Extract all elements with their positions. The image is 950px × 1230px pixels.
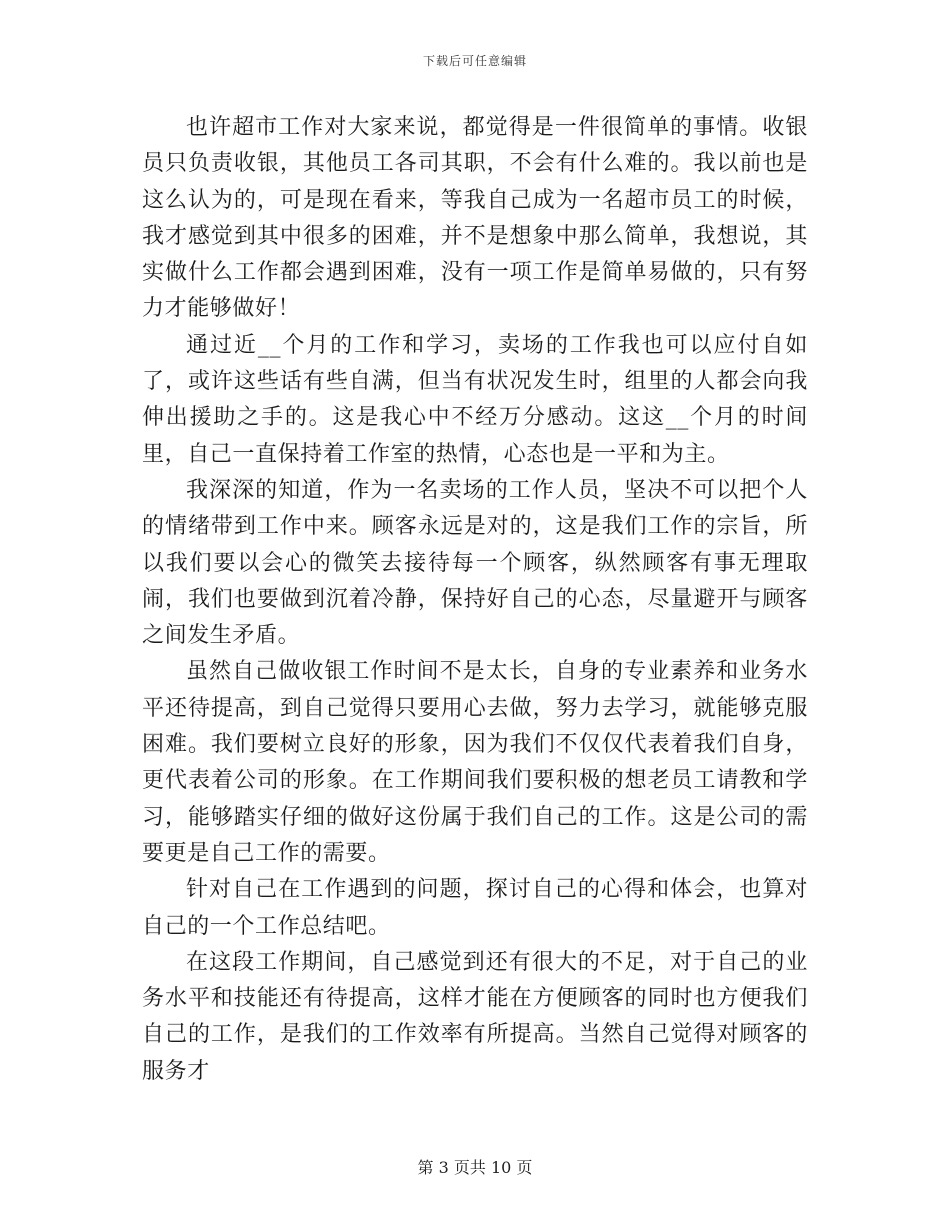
paragraph-6: 在这段工作期间，自己感觉到还有很大的不足，对于自己的业务水平和技能还有待提高，这样才能在方便顾客的同时也方便我们自己的工作，是我们的工作效率有所提高。当然自己觉得对顾客的服务才 xyxy=(142,949,808,1084)
paragraph-5: 针对自己在工作遇到的问题，探讨自己的心得和体会，也算对自己的一个工作总结吧。 xyxy=(142,877,808,939)
paragraph-3: 我深深的知道，作为一名卖场的工作人员，坚决不可以把个人的情绪带到工作中来。顾客永远是对的，这是我们工作的宗旨，所以我们要以会心的微笑去接待每一个顾客，纵然顾客有事无理取闹，我们也要做到沉着冷静，保持好自己的心态，尽量避开与顾客之间发生矛盾。 xyxy=(142,477,808,649)
page-number-footer: 第 3 页共 10 页 xyxy=(417,1158,533,1177)
header-note: 下载后可任意编辑 xyxy=(422,54,527,68)
paragraph-2: 通过近__个月的工作和学习，卖场的工作我也可以应付自如了，或许这些话有些自满，但当有状况发生时，组里的人都会向我伸出援助之手的。这是我心中不经万分感动。这这__个月的时间里，自己一直保持着工作室的热情，心态也是一平和为主。 xyxy=(142,332,808,467)
paragraph-4: 虽然自己做收银工作时间不是太长，自身的专业素养和业务水平还待提高，到自己觉得只要用心去做，努力去学习，就能够克服困难。我们要树立良好的形象，因为我们不仅仅代表着我们自身，更代表着公司的形象。在工作期间我们要积极的想老员工请教和学习，能够踏实仔细的做好这份属于我们自己的工作。这是公司的需要更是自己工作的需要。 xyxy=(142,659,808,866)
document-body xyxy=(142,110,808,1090)
paragraph-1: 也许超市工作对大家来说，都觉得是一件很简单的事情。收银员只负责收银，其他员工各司其职，不会有什么难的。我以前也是这么认为的，可是现在看来，等我自己成为一名超市员工的时候，我才感觉到其中很多的困难，并不是想象中那么简单，我想说，其实做什么工作都会遇到困难，没有一项工作是简单易做的，只有努力才能够做好！ xyxy=(142,115,808,322)
